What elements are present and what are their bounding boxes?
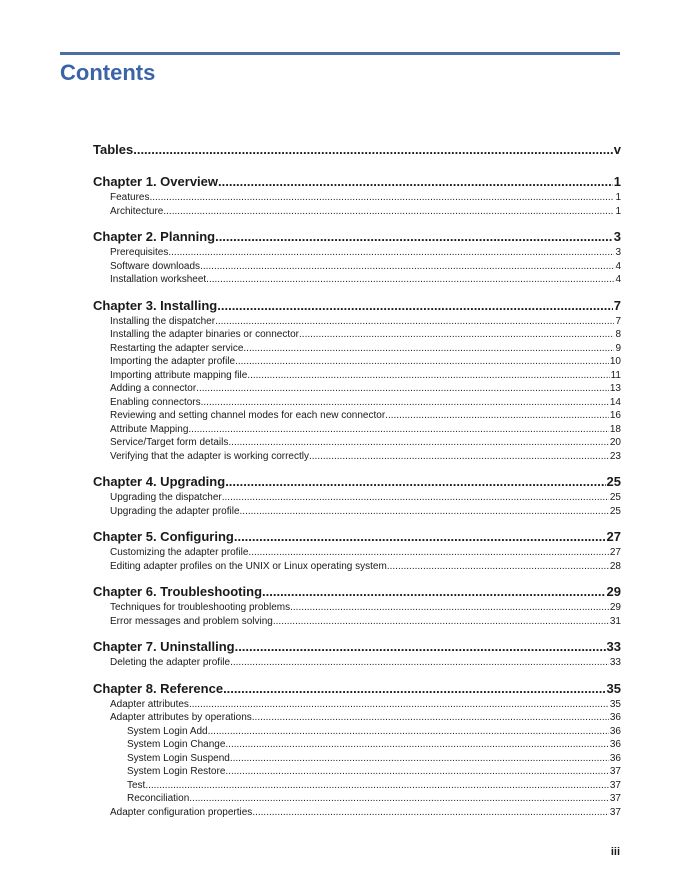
dot-leader xyxy=(248,546,608,560)
dot-leader xyxy=(309,450,609,464)
toc-section[interactable] xyxy=(93,315,621,329)
toc-subsection-page: 36 xyxy=(609,725,621,737)
toc-chapter-page: 27 xyxy=(606,529,621,544)
toc-section-page: 37 xyxy=(609,806,621,818)
toc-chapter-title: Tables xyxy=(93,142,134,157)
dot-leader xyxy=(240,505,609,519)
toc-subsection[interactable] xyxy=(93,752,621,766)
toc-chapter-title: Chapter 7. Uninstalling xyxy=(93,639,235,654)
toc-subsection-page: 36 xyxy=(609,752,621,764)
toc-section-title: Installing the adapter binaries or connector xyxy=(110,329,300,340)
toc-subsection-title: Reconciliation xyxy=(127,793,190,804)
toc-section-title: Editing adapter profiles on the UNIX or Linux operating system xyxy=(110,560,387,572)
toc-section-page: 1 xyxy=(615,192,621,203)
toc-section-title: Reviewing and setting channel modes for each new connector xyxy=(110,410,386,421)
toc-chapter[interactable] xyxy=(93,528,621,546)
table-of-contents xyxy=(93,141,621,819)
toc-section-title: Importing the adapter profile xyxy=(110,356,236,367)
toc-section-title: Restarting the adapter service xyxy=(110,342,244,354)
toc-chapter-title: Chapter 1. Overview xyxy=(93,174,218,189)
dot-leader xyxy=(243,342,614,356)
toc-section[interactable] xyxy=(93,601,621,615)
toc-section-title: Attribute Mapping xyxy=(110,423,189,435)
toc-subsection[interactable] xyxy=(93,765,621,779)
toc-section[interactable] xyxy=(93,656,621,670)
toc-section[interactable] xyxy=(93,355,621,369)
toc-section-title: Importing attribute mapping file xyxy=(110,369,248,381)
section-gap xyxy=(93,463,621,473)
toc-section-title: Adapter configuration properties xyxy=(110,806,253,818)
toc-section-title: Verifying that the adapter is working correctly xyxy=(110,450,309,462)
toc-chapter-page: 1 xyxy=(613,174,621,189)
toc-chapter-page: 33 xyxy=(606,639,621,654)
toc-section[interactable] xyxy=(93,423,621,437)
toc-section-title: Customizing the adapter profile xyxy=(110,547,249,558)
toc-subsection-page: 37 xyxy=(609,766,621,777)
dot-leader xyxy=(145,779,609,793)
toc-section-page: 4 xyxy=(615,274,621,285)
toc-chapter[interactable] xyxy=(93,141,621,159)
dot-leader xyxy=(188,423,608,437)
dot-leader xyxy=(208,725,609,739)
toc-section[interactable] xyxy=(93,409,621,423)
toc-chapter[interactable] xyxy=(93,473,621,491)
toc-subsection-title: System Login Change xyxy=(127,739,226,750)
toc-section[interactable] xyxy=(93,382,621,396)
toc-section-title: Enabling connectors xyxy=(110,396,201,408)
dot-leader xyxy=(262,583,606,601)
toc-chapter-title: Chapter 2. Planning xyxy=(93,229,216,244)
dot-leader xyxy=(215,315,614,329)
dot-leader xyxy=(201,396,609,410)
dot-leader xyxy=(235,355,609,369)
toc-section[interactable] xyxy=(93,450,621,464)
toc-chapter-title: Chapter 5. Configuring xyxy=(93,529,234,544)
toc-section-title: Features xyxy=(110,192,150,203)
dot-leader xyxy=(206,273,614,287)
toc-section[interactable] xyxy=(93,191,621,205)
section-gap xyxy=(93,573,621,583)
dot-leader xyxy=(189,792,609,806)
toc-section-page: 1 xyxy=(615,205,621,217)
toc-section-page: 3 xyxy=(615,247,621,258)
toc-section-page: 31 xyxy=(609,615,621,627)
dot-leader xyxy=(189,698,609,712)
dot-leader xyxy=(225,765,608,779)
toc-chapter[interactable] xyxy=(93,638,621,656)
toc-section[interactable] xyxy=(93,505,621,519)
dot-leader xyxy=(385,409,609,423)
toc-section-page: 27 xyxy=(609,547,621,558)
toc-subsection[interactable] xyxy=(93,792,621,806)
toc-section-page: 36 xyxy=(609,712,621,723)
toc-chapter[interactable] xyxy=(93,228,621,246)
toc-subsection-title: Test xyxy=(127,779,146,791)
dot-leader xyxy=(252,711,609,725)
toc-section-page: 11 xyxy=(610,369,621,381)
toc-chapter-page: v xyxy=(613,142,621,157)
toc-section[interactable] xyxy=(93,273,621,287)
toc-section-page: 9 xyxy=(615,342,621,354)
toc-section-page: 10 xyxy=(609,356,621,367)
toc-section-title: Adapter attributes by operations xyxy=(110,712,252,723)
toc-subsection-title: System Login Add xyxy=(127,725,208,737)
toc-subsection-page: 37 xyxy=(609,779,621,791)
toc-section-title: Techniques for troubleshooting problems xyxy=(110,602,291,613)
dot-leader xyxy=(230,752,609,766)
dot-leader xyxy=(230,656,609,670)
toc-section[interactable] xyxy=(93,396,621,410)
toc-section-page: 35 xyxy=(609,698,621,710)
section-gap xyxy=(93,287,621,297)
toc-section-page: 8 xyxy=(615,329,621,340)
toc-chapter-title: Chapter 3. Installing xyxy=(93,297,218,313)
toc-chapter-page: 7 xyxy=(613,297,621,313)
dot-leader xyxy=(149,191,614,205)
toc-section-title: Service/Target form details xyxy=(110,437,229,448)
toc-subsection-page: 36 xyxy=(609,739,621,750)
toc-section[interactable] xyxy=(93,205,621,219)
toc-section-page: 33 xyxy=(609,657,621,668)
toc-section-title: Adapter attributes xyxy=(110,698,189,710)
header-rule xyxy=(60,52,620,55)
dot-leader xyxy=(225,473,605,491)
dot-leader xyxy=(133,141,613,159)
toc-section-page: 29 xyxy=(609,602,621,613)
section-gap xyxy=(93,518,621,528)
dot-leader xyxy=(217,297,613,315)
toc-section[interactable] xyxy=(93,698,621,712)
page-number: iii xyxy=(610,846,620,858)
toc-chapter-title: Chapter 8. Reference xyxy=(93,680,224,696)
toc-subsection-page: 37 xyxy=(609,793,621,804)
toc-section-title: Architecture xyxy=(110,205,164,217)
section-gap xyxy=(93,218,621,228)
toc-chapter[interactable] xyxy=(93,173,621,191)
dot-leader xyxy=(235,638,606,656)
toc-section-title: Upgrading the adapter profile xyxy=(110,505,240,517)
toc-subsection-title: System Login Restore xyxy=(127,766,226,777)
toc-section-page: 16 xyxy=(609,410,621,421)
toc-section-page: 14 xyxy=(609,396,621,408)
toc-section[interactable] xyxy=(93,806,621,820)
toc-section-title: Software downloads xyxy=(110,260,201,272)
dot-leader xyxy=(218,173,613,191)
section-gap xyxy=(93,670,621,680)
dot-leader xyxy=(273,615,609,629)
toc-section[interactable] xyxy=(93,711,621,725)
toc-section[interactable] xyxy=(93,342,621,356)
dot-leader xyxy=(234,528,606,546)
toc-section[interactable] xyxy=(93,491,621,505)
dot-leader xyxy=(163,205,614,219)
dot-leader xyxy=(196,382,609,396)
toc-section[interactable] xyxy=(93,560,621,574)
toc-section[interactable] xyxy=(93,615,621,629)
toc-subsection[interactable] xyxy=(93,725,621,739)
dot-leader xyxy=(228,436,608,450)
toc-subsection[interactable] xyxy=(93,738,621,752)
toc-section-title: Installing the dispatcher xyxy=(110,315,216,327)
dot-leader xyxy=(225,738,608,752)
toc-section-page: 7 xyxy=(615,315,621,327)
toc-subsection[interactable] xyxy=(93,779,621,793)
toc-section-page: 28 xyxy=(609,560,621,572)
toc-section[interactable] xyxy=(93,436,621,450)
toc-section[interactable] xyxy=(93,546,621,560)
toc-section-page: 25 xyxy=(609,505,621,517)
toc-section[interactable] xyxy=(93,246,621,260)
section-gap xyxy=(93,628,621,638)
dot-leader xyxy=(247,369,609,383)
toc-chapter[interactable] xyxy=(93,583,621,601)
toc-chapter-page: 3 xyxy=(613,229,621,244)
dot-leader xyxy=(299,328,614,342)
toc-section[interactable] xyxy=(93,369,621,383)
toc-chapter-page: 35 xyxy=(606,680,621,696)
toc-subsection-title: System Login Suspend xyxy=(127,752,230,764)
toc-section-page: 25 xyxy=(609,492,621,503)
toc-section-title: Adding a connector xyxy=(110,383,197,394)
toc-section-title: Prerequisites xyxy=(110,247,169,258)
toc-section-title: Installation worksheet xyxy=(110,274,207,285)
toc-chapter-title: Chapter 6. Troubleshooting xyxy=(93,584,263,599)
toc-chapter[interactable] xyxy=(93,297,621,315)
toc-section-page: 18 xyxy=(609,423,621,435)
dot-leader xyxy=(252,806,609,820)
toc-section-page: 4 xyxy=(615,260,621,272)
dot-leader xyxy=(223,680,605,698)
toc-section-page: 23 xyxy=(609,450,621,462)
toc-chapter-title: Chapter 4. Upgrading xyxy=(93,474,226,489)
dot-leader xyxy=(215,228,613,246)
dot-leader xyxy=(290,601,609,615)
dot-leader xyxy=(387,560,609,574)
toc-chapter-page: 29 xyxy=(606,584,621,599)
dot-leader xyxy=(200,260,614,274)
toc-section[interactable] xyxy=(93,260,621,274)
page-title: Contents xyxy=(60,60,156,85)
toc-section-title: Deleting the adapter profile xyxy=(110,657,231,668)
toc-chapter-page: 25 xyxy=(606,474,621,489)
toc-section-page: 13 xyxy=(609,383,621,394)
toc-section[interactable] xyxy=(93,328,621,342)
toc-section-page: 20 xyxy=(609,437,621,448)
dot-leader xyxy=(222,491,609,505)
toc-section-title: Error messages and problem solving xyxy=(110,615,273,627)
toc-section-title: Upgrading the dispatcher xyxy=(110,492,222,503)
section-gap xyxy=(93,159,621,173)
toc-chapter[interactable] xyxy=(93,680,621,698)
dot-leader xyxy=(168,246,614,260)
